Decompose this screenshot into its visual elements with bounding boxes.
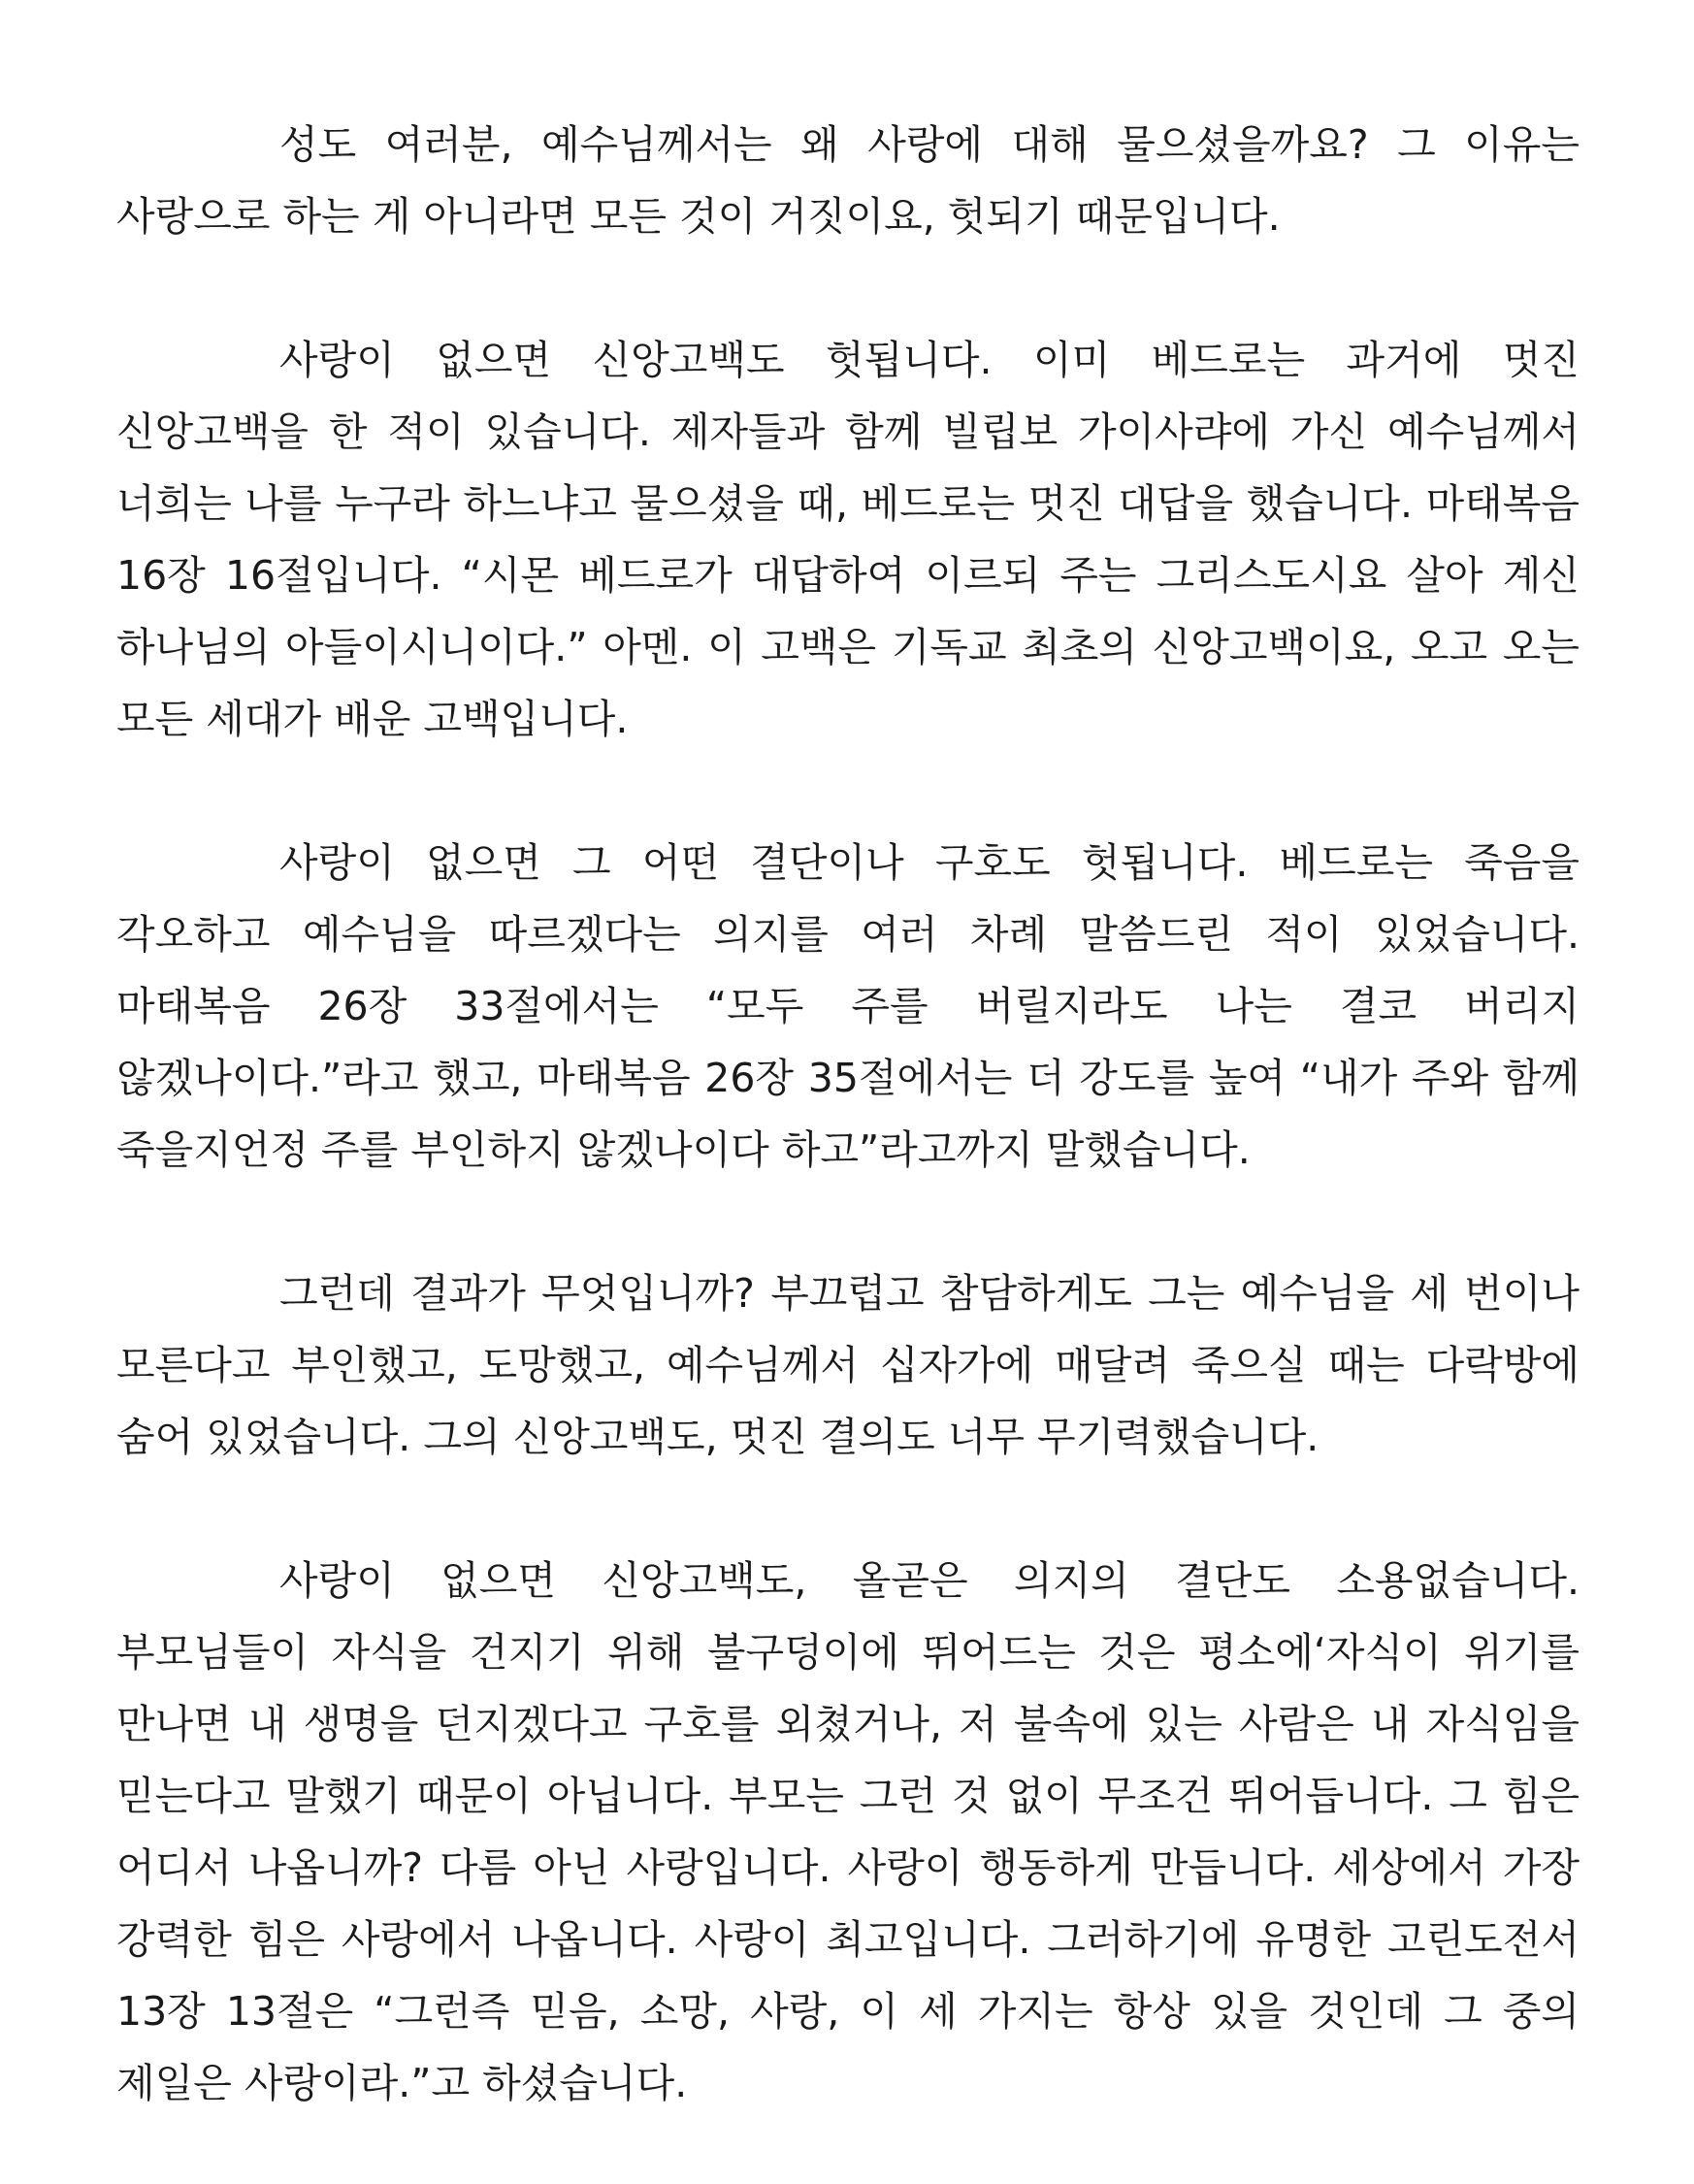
document-page (116, 109, 1580, 2119)
paragraph-2: 사랑이 없으면 신앙고백도 헛됩니다. 이미 베드로는 과거에 멋진 신앙고백을 한 적이 있습니다. 제자들과 함께 빌립보 가이사랴에 가신 예수님께서 너희는 나를 누구라 하느냐고 물으셨을 때, 베드로는 멋진 대답을 했습니다. 마태복음 16장 16절입니다. “시몬 베드로가 대답하여 이르되 주는 그리스도시요 살아 계신 하나님의 아들이시니이다.” 아멘. 이 고백은 기독교 최초의 신앙고백이요, 오고 오는 모든 세대가 배운 고백입니다. (116, 337, 1580, 742)
paragraph-5: 사랑이 없으면 신앙고백도, 올곧은 의지의 결단도 소용없습니다. 부모님들이 자식을 건지기 위해 불구덩이에 뛰어드는 것은 평소에‘자식이 위기를 만나면 내 생명을 던지겠다고 구호를 외쳤거나, 저 불속에 있는 사람은 내 자식임을 믿는다고 말했기 때문이 아닙니다. 부모는 그런 것 없이 무조건 뛰어듭니다. 그 힘은 어디서 나옵니까? 다름 아닌 사랑입니다. 사랑이 행동하게 만듭니다. 세상에서 가장 강력한 힘은 사랑에서 나옵니다. 사랑이 최고입니다. 그러하기에 유명한 고린도전서 13장 13절은 “그런즉 믿음, 소망, 사랑, 이 세 가지는 항상 있을 것인데 그 중의 제일은 사랑이라.”고 하셨습니다. (116, 1557, 1580, 2106)
paragraph-1: 성도 여러분, 예수님께서는 왜 사랑에 대해 물으셨을까요? 그 이유는 사랑으로 하는 게 아니라면 모든 것이 거짓이요, 헛되기 때문입니다. (116, 121, 1580, 240)
paragraph-4: 그런데 결과가 무엇입니까? 부끄럽고 참담하게도 그는 예수님을 세 번이나 모른다고 부인했고, 도망했고, 예수님께서 십자가에 매달려 죽으실 때는 다락방에 숨어 있었습니다. 그의 신앙고백도, 멋진 결의도 너무 무기력했습니다. (116, 1270, 1580, 1460)
paragraph-3: 사랑이 없으면 그 어떤 결단이나 구호도 헛됩니다. 베드로는 죽음을 각오하고 예수님을 따르겠다는 의지를 여러 차례 말씀드린 적이 있었습니다. 마태복음 26장 33절에서는 “모두 주를 버릴지라도 나는 결코 버리지 않겠나이다.”라고 했고, 마태복음 26장 35절에서는 더 강도를 높여 “내가 주와 함께 죽을지언정 주를 부인하지 않겠나이다 하고”라고까지 말했습니다. (116, 839, 1580, 1173)
